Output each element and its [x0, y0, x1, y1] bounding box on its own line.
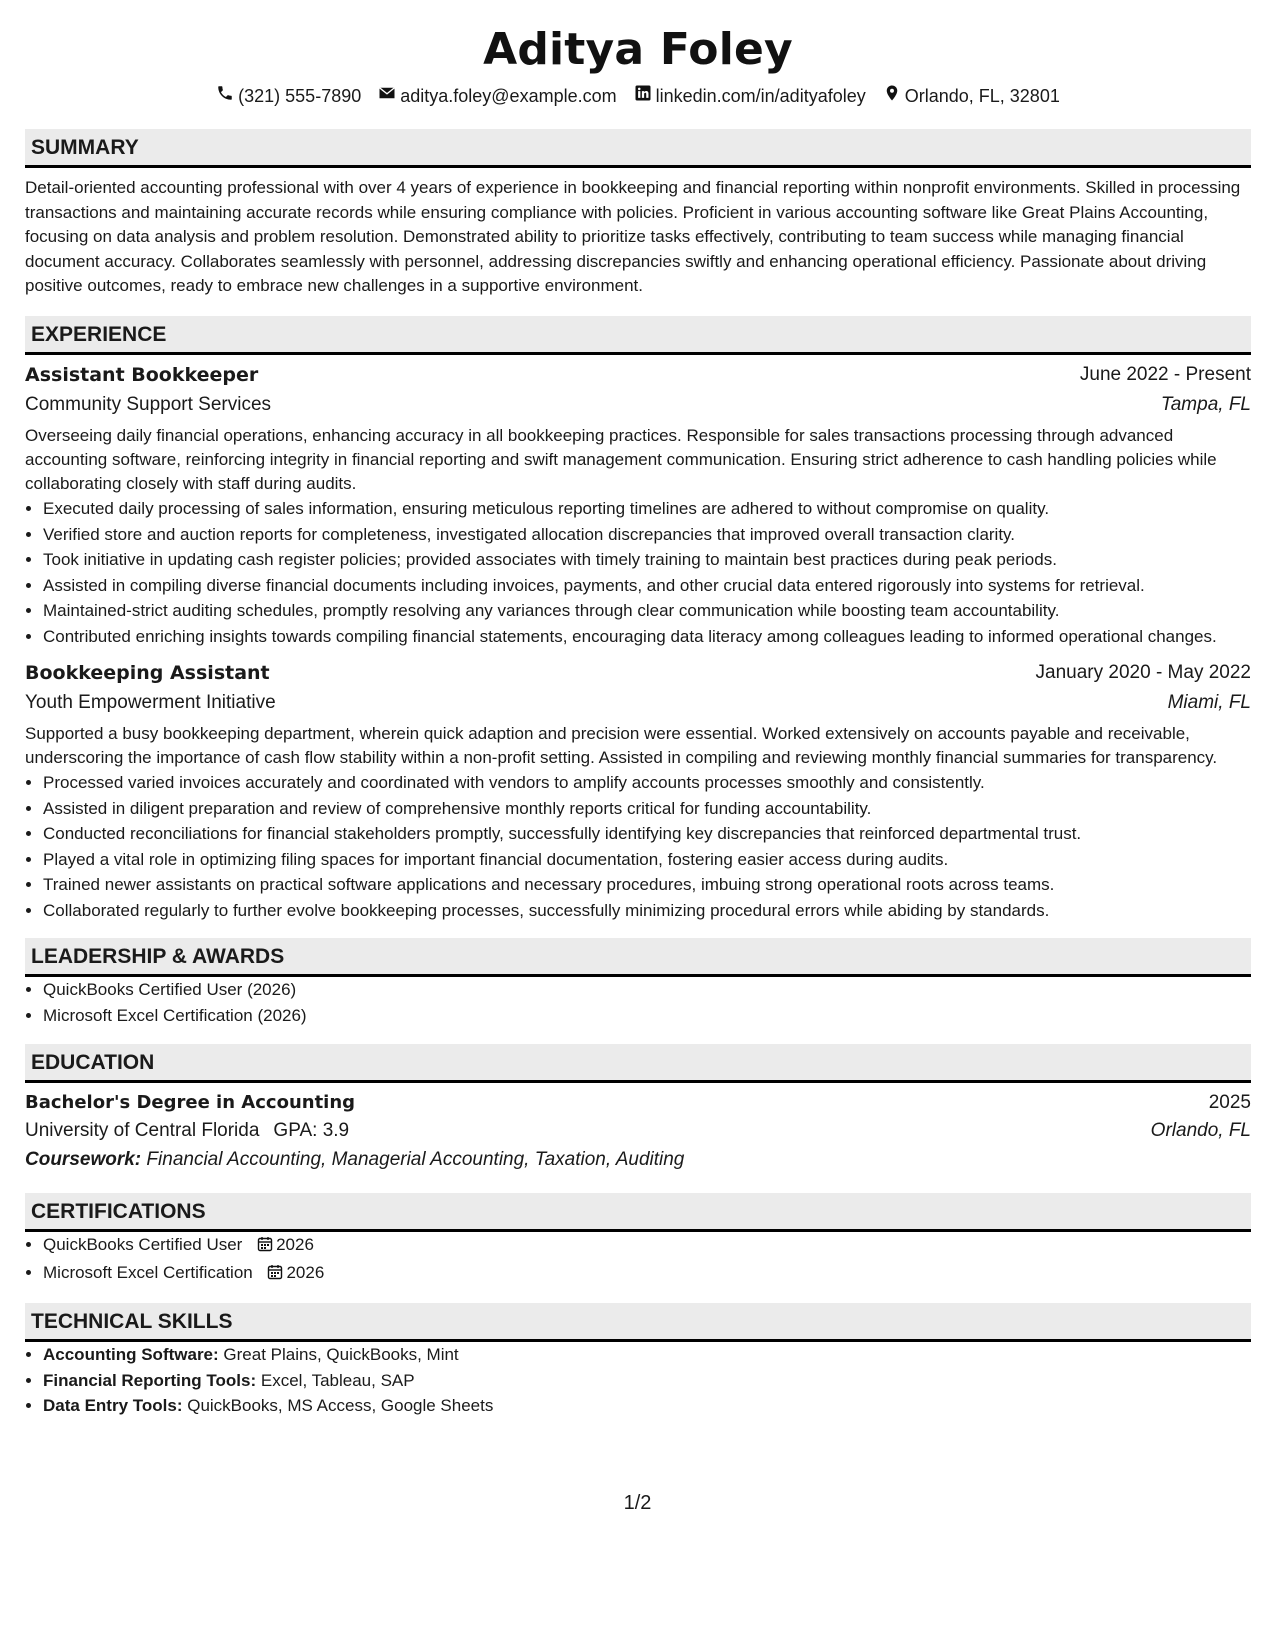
location-text: Orlando, FL, 32801 [904, 86, 1060, 106]
contact-phone [216, 83, 361, 109]
job-description: Overseeing daily financial operations, enhancing accuracy in all bookkeeping practices. Responsible for sales transactions processing through advanced accounting software, reinforcing integrity in financial reporting and swift management communication. Ensuring strict adherence to cash handling policies while collaborating closely with staff during audits. [25, 425, 1217, 493]
education-heading: EDUCATION [25, 1044, 1251, 1083]
envelope-icon [378, 83, 396, 109]
cert-year: 2026 [286, 1262, 325, 1282]
linkedin-icon [634, 83, 652, 109]
skills-list [25, 1343, 1251, 1418]
contact-bar [25, 83, 1251, 109]
contact-email [378, 83, 616, 109]
job-title: Assistant Bookkeeper [25, 363, 259, 386]
graduation-year: 2025 [1208, 1091, 1251, 1113]
experience-heading: EXPERIENCE [25, 316, 1251, 355]
list-item: • Played a vital role in optimizing filing spaces for important financial documentation, fostering easier access during audits. [43, 848, 1251, 872]
job-bullets [25, 771, 1251, 923]
job-dates: January 2020 - May 2022 [1035, 661, 1251, 683]
contact-location [883, 83, 1060, 109]
list-item: • Processed varied invoices accurately and coordinated with vendors to amplify accounts processes smoothly and consistently. [43, 771, 1251, 795]
list-item [43, 1261, 1251, 1287]
leadership-list [25, 978, 1251, 1028]
leadership-heading: LEADERSHIP & AWARDS [25, 938, 1251, 977]
job-dates: June 2022 - Present [1079, 363, 1251, 385]
cert-name: Microsoft Excel Certification [43, 1262, 253, 1282]
summary-text: Detail-oriented accounting professional with over 4 years of experience in bookkeeping and financial reporting within nonprofit environments. Skilled in processing transactions and maintaining accurate records while ensuring compliance with policies. Proficient in various accounting software like Great Plains Accounting, focusing on data analysis and problem resolution. Demonstrated ability to prioritize tasks effectively, contributing to team success while managing financial document accuracy. Collaborates seamlessly with personnel, addressing discrepancies swiftly and enhancing operational efficiency. Passionate about driving positive outcomes, ready to embrace new challenges in a supportive environment. [25, 178, 1241, 296]
school-location: Orlando, FL [1150, 1119, 1251, 1141]
map-pin-icon [883, 83, 901, 109]
resume-page [25, 0, 1251, 1418]
contact-linkedin [634, 83, 866, 109]
coursework-list: Financial Accounting, Managerial Accounting, Taxation, Auditing [146, 1148, 685, 1170]
gpa: GPA: 3.9 [273, 1119, 350, 1141]
skill-value: Excel, Tableau, SAP [260, 1370, 415, 1390]
job-entry [25, 361, 1251, 649]
list-item [43, 1369, 1251, 1393]
job-description: Supported a busy bookkeeping department, wherein quick adaption and precision were essential. Worked extensively on accounts payable and receivable, underscoring the importance of cash flow stability within a non-profit setting. Assisted in compiling and reviewing monthly financial summaries for transparency. [25, 723, 1218, 767]
list-item [43, 1343, 1251, 1367]
job-org: Youth Empowerment Initiative [25, 691, 276, 713]
job-location: Miami, FL [1167, 691, 1251, 713]
skill-value: Great Plains, QuickBooks, Mint [223, 1345, 459, 1365]
calendar-icon [257, 1235, 273, 1259]
list-item: • Verified store and auction reports for completeness, investigated allocation discrepancies that improved overall transaction clarity. [43, 523, 1251, 547]
email-link[interactable]: aditya.foley@example.com [400, 86, 617, 106]
certifications-list [25, 1233, 1251, 1287]
coursework [25, 1146, 1251, 1174]
list-item: • Conducted reconciliations for financial stakeholders promptly, successfully identifying key discrepancies that reinforced departmental trust. [43, 822, 1251, 846]
skill-label: Accounting Software: [43, 1345, 219, 1365]
page-number: 1/2 [623, 1492, 652, 1514]
job-title: Bookkeeping Assistant [25, 661, 270, 684]
degree: Bachelor's Degree in Accounting [25, 1091, 356, 1113]
cert-year: 2026 [276, 1235, 314, 1255]
summary-heading: SUMMARY [25, 129, 1251, 168]
linkedin-link[interactable]: linkedin.com/in/adityafoley [655, 86, 866, 106]
list-item: • Assisted in compiling diverse financial documents including invoices, payments, and other crucial data entered rigorously into systems for retrieval. [43, 574, 1251, 598]
skill-label: Financial Reporting Tools: [43, 1370, 257, 1390]
list-item: • Maintained-strict auditing schedules, promptly resolving any variances through clear communication while boosting team accountability. [43, 599, 1251, 623]
coursework-label: Coursework: [25, 1148, 142, 1170]
list-item: • Assisted in diligent preparation and review of comprehensive monthly reports critical for funding accountability. [43, 797, 1251, 821]
candidate-name: Aditya Foley [483, 24, 793, 75]
phone-text[interactable]: (321) 555-7890 [238, 86, 362, 106]
list-item: • Took initiative in updating cash register policies; provided associates with timely training to maintain best practices during peak periods. [43, 548, 1251, 572]
school-name: University of Central Florida [25, 1119, 260, 1141]
job-org: Community Support Services [25, 393, 272, 415]
list-item [43, 1394, 1251, 1418]
list-item: • Microsoft Excel Certification (2026) [43, 1004, 1251, 1028]
list-item: • Contributed enriching insights towards compiling financial statements, encouraging data literacy among colleagues leading to informed operational changes. [43, 625, 1251, 649]
list-item: • Collaborated regularly to further evolve bookkeeping processes, successfully minimizing procedural errors while abiding by standards. [43, 899, 1251, 923]
job-location: Tampa, FL [1160, 393, 1251, 415]
skill-value: QuickBooks, MS Access, Google Sheets [187, 1396, 494, 1416]
skills-heading: TECHNICAL SKILLS [25, 1303, 1251, 1342]
job-entry [25, 659, 1251, 923]
cert-name: QuickBooks Certified User [43, 1235, 243, 1255]
list-item: • QuickBooks Certified User (2026) [43, 978, 1251, 1002]
calendar-icon [267, 1263, 283, 1287]
list-item: • Trained newer assistants on practical software applications and necessary procedures, imbuing strong operational roots across teams. [43, 873, 1251, 897]
skill-label: Data Entry Tools: [43, 1396, 183, 1416]
certifications-heading: CERTIFICATIONS [25, 1193, 1251, 1232]
job-bullets [25, 497, 1251, 649]
list-item: • Executed daily processing of sales information, ensuring meticulous reporting timelines are adhered to without compromise on quality. [43, 497, 1251, 521]
list-item [43, 1233, 1251, 1259]
phone-icon [216, 83, 234, 109]
